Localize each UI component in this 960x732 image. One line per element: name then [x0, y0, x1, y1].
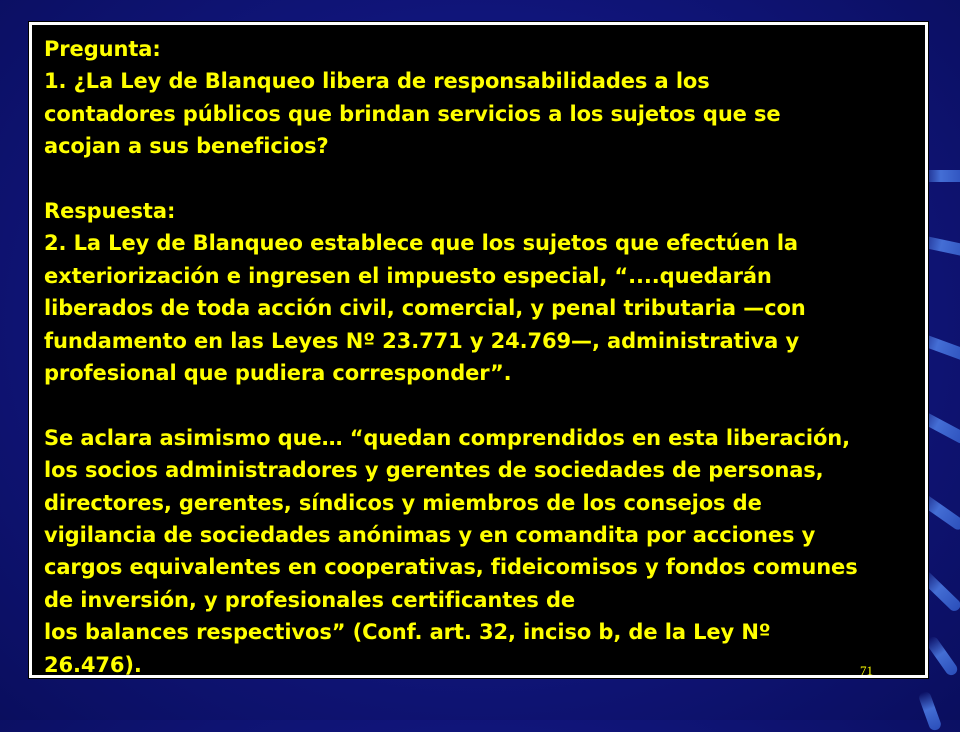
clarification-line: cargos equivalentes en cooperativas, fideicomisos y fondos comunes: [44, 555, 858, 580]
decorative-streak: [918, 690, 943, 732]
paragraph-gap: [44, 163, 914, 195]
answer-line: profesional que pudiera corresponder”.: [44, 361, 512, 386]
question-line: contadores públicos que brindan servicios a los sujetos que se: [44, 101, 781, 126]
answer-line: liberados de toda acción civil, comercial, y penal tributaria —con: [44, 296, 806, 321]
clarification-line: vigilancia de sociedades anónimas y en comandita por acciones y: [44, 523, 816, 548]
answer-line: 2. La Ley de Blanqueo establece que los sujetos que efectúen la: [44, 231, 798, 256]
clarification-line: de inversión, y profesionales certificantes de: [44, 587, 576, 612]
question-line: acojan a sus beneficios?: [44, 134, 329, 159]
clarification-line: 26.476).: [44, 652, 142, 677]
slide-content: [44, 33, 914, 681]
slide-number: 71: [860, 663, 873, 678]
answer-line: exteriorización e ingresen el impuesto especial, “....quedarán: [44, 263, 772, 288]
slide-frame: [29, 22, 928, 678]
answer-line: fundamento en las Leyes Nº 23.771 y 24.769—, administrativa y: [44, 328, 800, 353]
paragraph-gap: [44, 389, 914, 421]
clarification-line: Se aclara asimismo que… “quedan comprendidos en esta liberación,: [44, 425, 851, 450]
clarification-line: los socios administradores y gerentes de sociedades de personas,: [44, 458, 824, 483]
decorative-streak: [924, 635, 959, 678]
clarification-line: los balances respectivos” (Conf. art. 32, inciso b, de la Ley Nº: [44, 620, 771, 645]
clarification-line: directores, gerentes, síndicos y miembros de los consejos de: [44, 490, 762, 515]
question-line: 1. ¿La Ley de Blanqueo libera de responsabilidades a los: [44, 69, 710, 94]
answer-heading: Respuesta:: [44, 199, 176, 224]
question-heading: Pregunta:: [44, 37, 161, 61]
